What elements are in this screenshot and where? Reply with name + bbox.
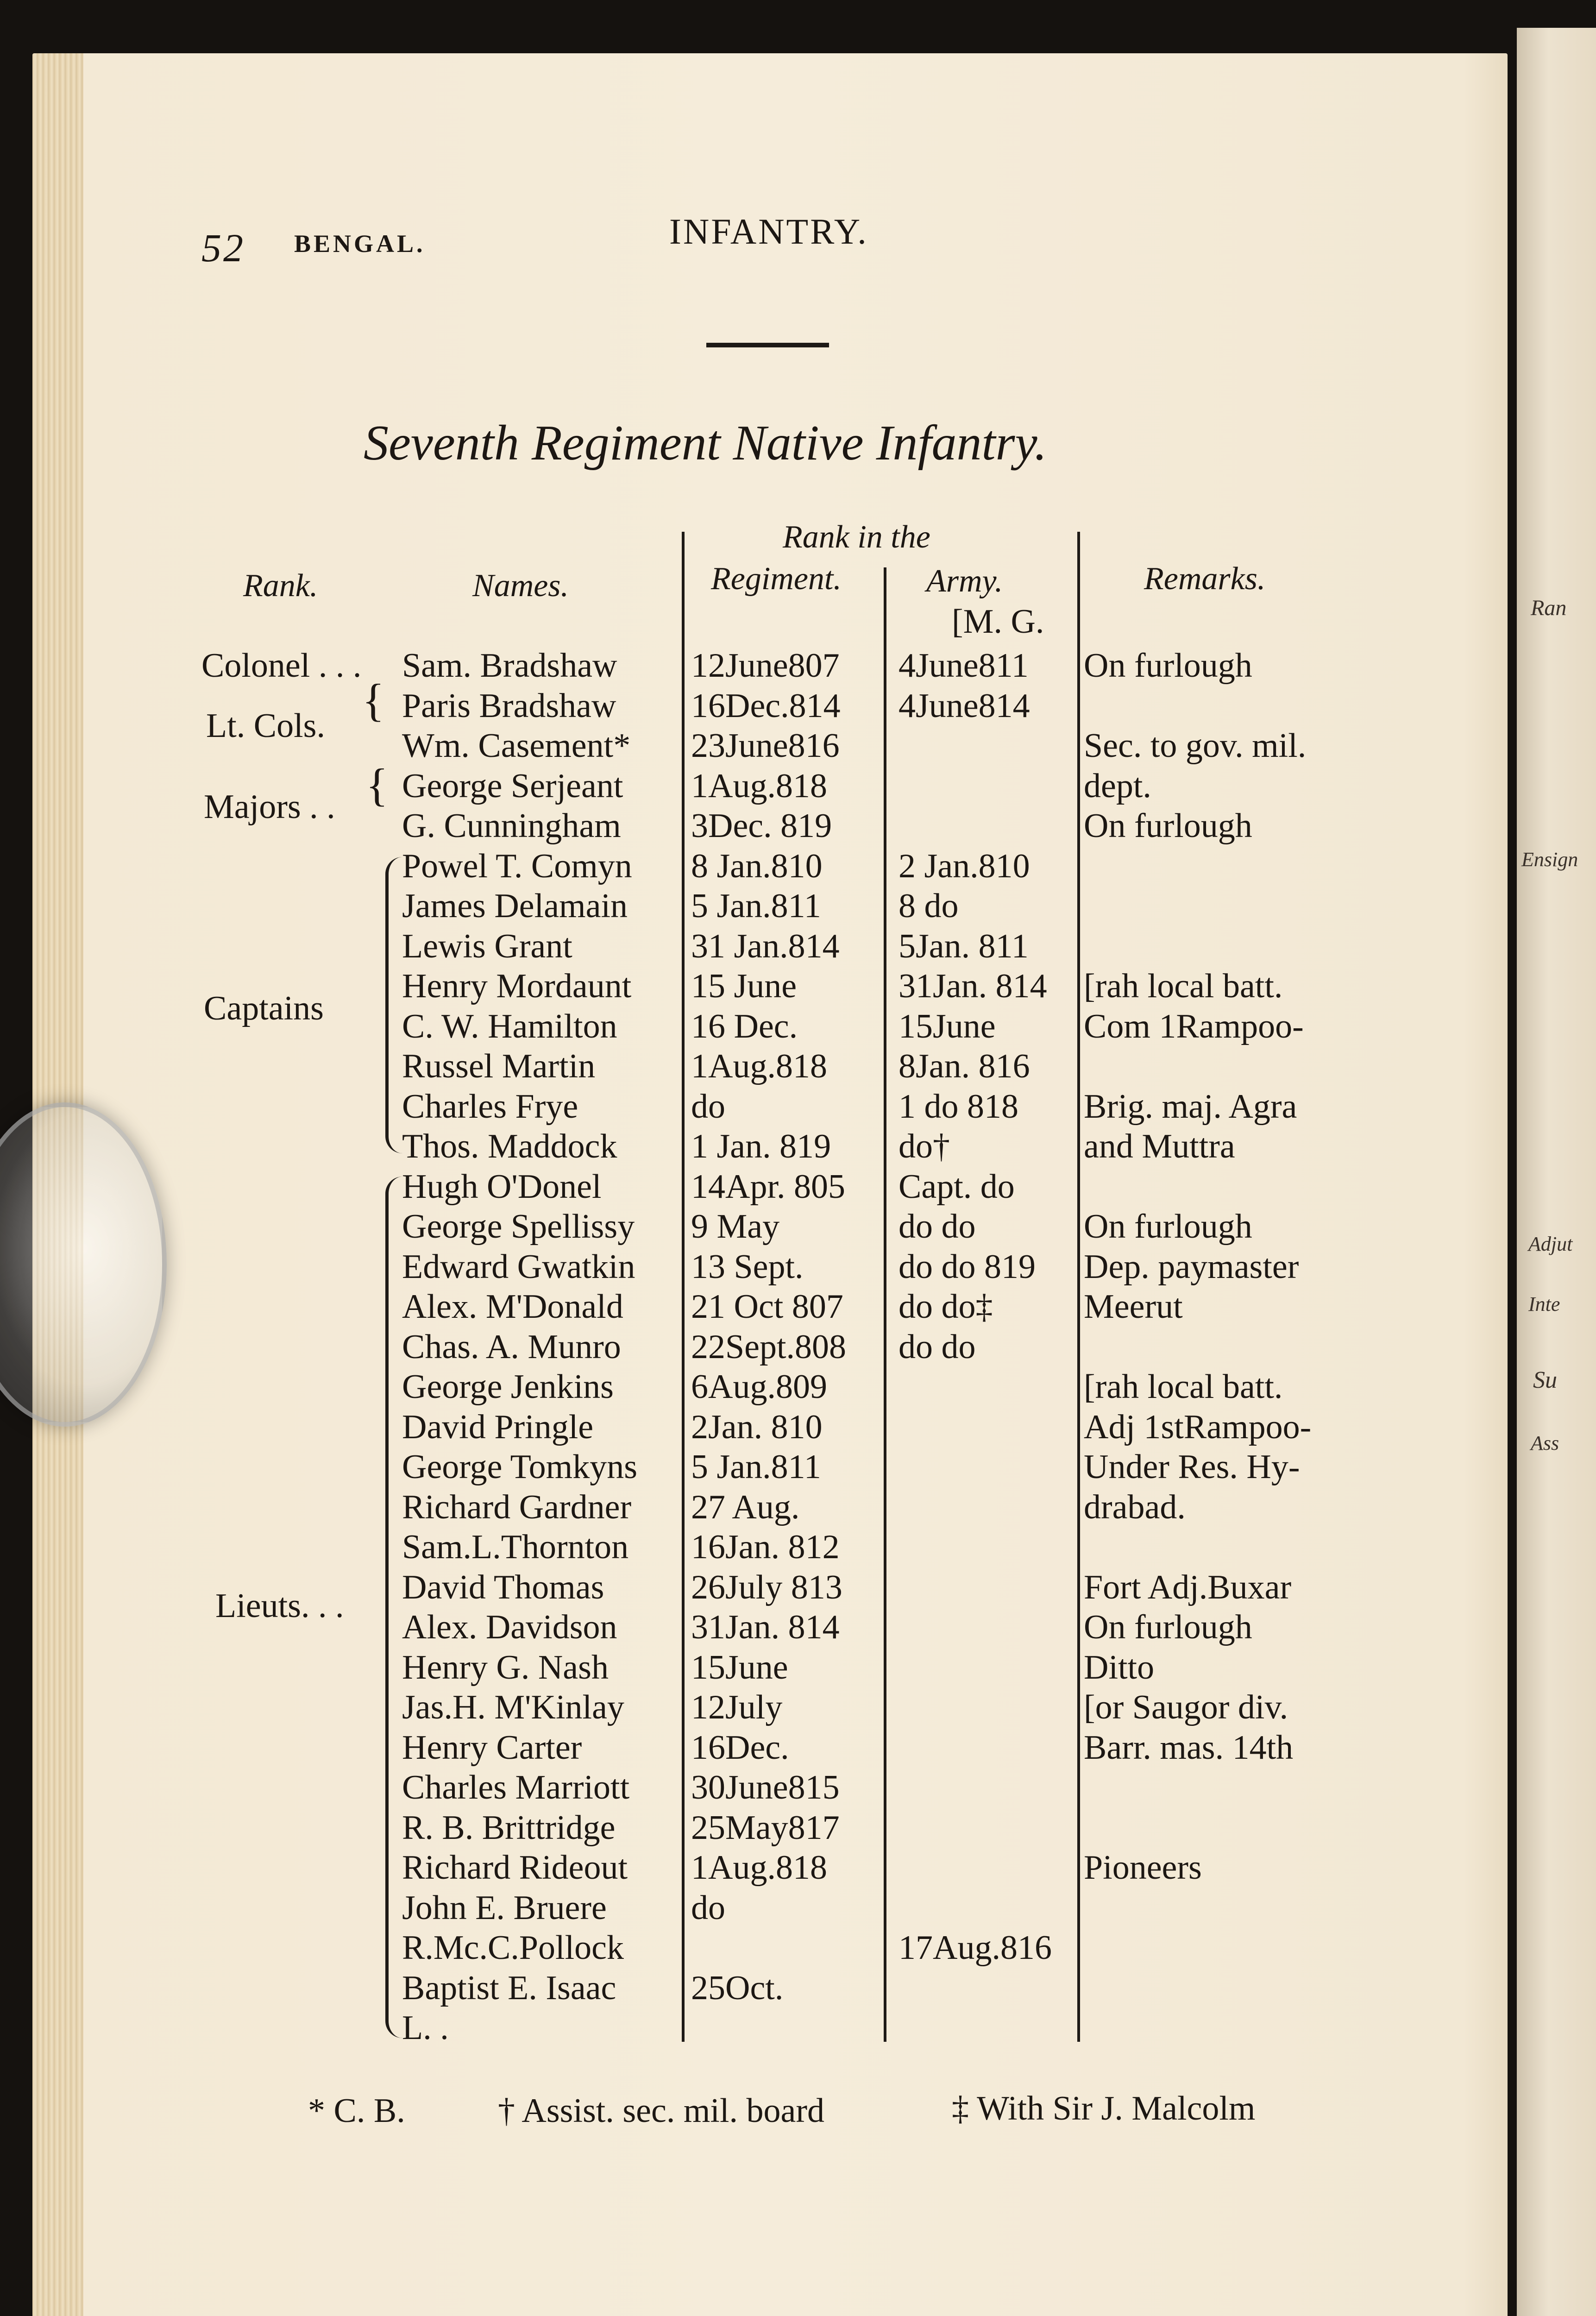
officer-name: Richard Gardner	[402, 1488, 632, 1526]
army-rank-date: 1 do 818	[899, 1087, 1018, 1126]
army-rank-date: 31Jan. 814	[899, 967, 1047, 1005]
regiment-rank-date: 2Jan. 810	[691, 1408, 823, 1446]
regiment-rank-date: 25May817	[691, 1808, 840, 1847]
column-rule	[1077, 532, 1080, 2042]
officer-name: Chas. A. Munro	[402, 1328, 621, 1366]
officer-name: Alex. Davidson	[402, 1608, 617, 1646]
footnote: † Assist. sec. mil. board	[498, 2092, 825, 2130]
officer-name: R.Mc.C.Pollock	[402, 1929, 624, 1967]
regiment-rank-date: 1Aug.818	[691, 1047, 827, 1085]
officer-name: Jas.H. M'Kinlay	[402, 1688, 624, 1726]
officer-name: C. W. Hamilton	[402, 1007, 617, 1045]
remarks: Barr. mas. 14th	[1084, 1728, 1294, 1767]
regiment-rank-date: 12July	[691, 1688, 783, 1726]
remarks: On furlough	[1084, 1608, 1252, 1646]
remarks: On furlough	[1084, 647, 1252, 685]
regiment-rank-date: 16Dec.814	[691, 686, 841, 725]
army-rank-date: 4June811	[899, 647, 1029, 685]
remarks: Meerut	[1084, 1288, 1183, 1326]
regiment-rank-date: 9 May	[691, 1208, 780, 1246]
officer-name: Thos. Maddock	[402, 1127, 617, 1165]
army-rank-date: 4June814	[899, 686, 1030, 725]
rank-group-label: Majors . .	[204, 788, 335, 826]
regiment-rank-date: 26July 813	[691, 1568, 842, 1606]
remarks: Sec. to gov. mil.	[1084, 727, 1307, 765]
officer-name: Alex. M'Donald	[402, 1288, 623, 1326]
rank-group-label: Colonel . . .	[201, 647, 362, 685]
officer-name: George Jenkins	[402, 1368, 614, 1406]
officer-name: G. Cunningham	[402, 807, 621, 845]
page-number: 52	[201, 226, 245, 270]
officer-name: Sam. Bradshaw	[402, 647, 617, 685]
brace: {	[362, 674, 384, 726]
section-name: BENGAL.	[294, 230, 426, 258]
army-rank-date: Capt. do	[899, 1167, 1015, 1206]
regiment-rank-date: do	[691, 1087, 725, 1126]
regiment-rank-date: 12June807	[691, 647, 840, 685]
regiment-rank-date: 16 Dec.	[691, 1007, 798, 1045]
officer-name: Charles Frye	[402, 1087, 578, 1126]
remarks: [or Saugor div.	[1084, 1688, 1288, 1726]
officer-name: Henry Carter	[402, 1728, 582, 1767]
adjacent-page-text: Ensign	[1521, 848, 1578, 871]
regiment-rank-date: 6Aug.809	[691, 1368, 827, 1406]
remarks: Ditto	[1084, 1648, 1155, 1687]
regiment-rank-date: 13 Sept.	[691, 1247, 804, 1286]
adjacent-page	[1517, 28, 1596, 2316]
regiment-rank-date: 22Sept.808	[691, 1328, 847, 1366]
regiment-rank-date: 25Oct.	[691, 1969, 784, 2007]
regiment-rank-date: 1 Jan. 819	[691, 1127, 831, 1165]
adjacent-page-text: Ass	[1531, 1432, 1559, 1454]
officer-name: David Pringle	[402, 1408, 594, 1446]
officer-name: John E. Bruere	[402, 1888, 607, 1927]
column-header-remarks: Remarks.	[1144, 561, 1266, 597]
column-header-rank: Rank.	[243, 568, 318, 604]
officer-name: David Thomas	[402, 1568, 604, 1606]
remarks: On furlough	[1084, 807, 1252, 845]
title-rule	[706, 343, 829, 347]
remarks: Adj 1stRampoo-	[1084, 1408, 1312, 1446]
army-rank-date: 8 do	[899, 887, 959, 925]
remarks: Pioneers	[1084, 1849, 1202, 1887]
regiment-rank-date: 23June816	[691, 727, 840, 765]
officer-name: James Delamain	[402, 887, 628, 925]
regiment-rank-date: 31 Jan.814	[691, 927, 840, 965]
officer-name: R. B. Brittridge	[402, 1808, 616, 1847]
page-title: INFANTRY.	[669, 211, 868, 252]
brace	[385, 1177, 402, 2038]
adjacent-page-text: Ran	[1531, 596, 1567, 620]
officer-name: Paris Bradshaw	[402, 686, 616, 725]
regiment-rank-date: 16Dec.	[691, 1728, 789, 1767]
regiment-rank-date: 5 Jan.811	[691, 1448, 821, 1486]
remarks: drabad.	[1084, 1488, 1186, 1526]
army-rank-date: 5Jan. 811	[899, 927, 1029, 965]
column-header-regiment: Regiment.	[711, 561, 842, 597]
regiment-rank-date: 21 Oct 807	[691, 1288, 843, 1326]
remarks: [rah local batt.	[1084, 967, 1283, 1005]
officer-name: Charles Marriott	[402, 1768, 630, 1806]
brace: {	[366, 759, 388, 811]
regiment-rank-date: do	[691, 1888, 725, 1927]
regiment-rank-date: 15June	[691, 1648, 788, 1687]
adjacent-page-text: Inte	[1528, 1293, 1560, 1315]
remarks: Fort Adj.Buxar	[1084, 1568, 1292, 1606]
adjacent-page-text: Su	[1533, 1367, 1557, 1393]
regiment-rank-date: 14Apr. 805	[691, 1167, 845, 1206]
officer-name: Hugh O'Donel	[402, 1167, 602, 1206]
regiment-rank-date: 1Aug.818	[691, 1849, 827, 1887]
rank-group-label: Lieuts. . .	[215, 1587, 344, 1625]
army-rank-date: do do‡	[899, 1288, 993, 1326]
remarks: [rah local batt.	[1084, 1368, 1283, 1406]
column-header-names: Names.	[472, 568, 569, 604]
adjacent-page-text: Adjut	[1528, 1233, 1573, 1255]
officer-name: George Spellissy	[402, 1208, 635, 1246]
army-rank-date: do do	[899, 1328, 976, 1366]
army-note: [M. G.	[952, 603, 1044, 641]
officer-name: George Tomkyns	[402, 1448, 637, 1486]
rank-group-label: Lt. Cols.	[206, 707, 325, 745]
remarks: and Muttra	[1084, 1127, 1235, 1165]
officer-name: L. .	[402, 2009, 449, 2047]
regiment-rank-date: 30June815	[691, 1768, 840, 1806]
table-title: Seventh Regiment Native Infantry.	[364, 415, 1047, 471]
army-rank-date: 17Aug.816	[899, 1929, 1052, 1967]
column-rule	[682, 532, 685, 2042]
remarks: dept.	[1084, 767, 1151, 805]
regiment-rank-date: 5 Jan.811	[691, 887, 821, 925]
remarks: Dep. paymaster	[1084, 1247, 1299, 1286]
army-rank-date: do†	[899, 1127, 950, 1165]
army-rank-date: do do 819	[899, 1247, 1036, 1286]
footnote: ‡ With Sir J. Malcolm	[952, 2089, 1256, 2127]
regiment-rank-date: 27 Aug.	[691, 1488, 800, 1526]
footnote: * C. B.	[308, 2092, 405, 2130]
army-rank-date: 15June	[899, 1007, 996, 1045]
army-rank-date: 8Jan. 816	[899, 1047, 1030, 1085]
brace	[385, 857, 402, 1153]
officer-name: Edward Gwatkin	[402, 1247, 635, 1286]
regiment-rank-date: 1Aug.818	[691, 767, 827, 805]
officer-name: Sam.L.Thornton	[402, 1528, 629, 1566]
army-rank-date: do do	[899, 1208, 976, 1246]
regiment-rank-date: 31Jan. 814	[691, 1608, 840, 1646]
officer-name: George Serjeant	[402, 767, 623, 805]
remarks: On furlough	[1084, 1208, 1252, 1246]
column-header-army: Army.	[926, 563, 1003, 599]
column-header-rank-in-the: Rank in the	[783, 519, 930, 555]
column-rule	[884, 567, 886, 2042]
regiment-rank-date: 3Dec. 819	[691, 807, 832, 845]
regiment-rank-date: 15 June	[691, 967, 797, 1005]
remarks: Under Res. Hy-	[1084, 1448, 1300, 1486]
remarks: Com 1Rampoo-	[1084, 1007, 1304, 1045]
regiment-rank-date: 8 Jan.810	[691, 847, 823, 885]
officer-name: Richard Rideout	[402, 1849, 628, 1887]
officer-name: Powel T. Comyn	[402, 847, 632, 885]
rank-group-label: Captains	[204, 989, 324, 1027]
regiment-rank-date: 16Jan. 812	[691, 1528, 840, 1566]
officer-name: Henry G. Nash	[402, 1648, 609, 1687]
officer-name: Henry Mordaunt	[402, 967, 632, 1005]
army-rank-date: 2 Jan.810	[899, 847, 1030, 885]
officer-name: Baptist E. Isaac	[402, 1969, 616, 2007]
remarks: Brig. maj. Agra	[1084, 1087, 1297, 1126]
officer-name: Wm. Casement*	[402, 727, 631, 765]
officer-name: Russel Martin	[402, 1047, 596, 1085]
officer-name: Lewis Grant	[402, 927, 572, 965]
